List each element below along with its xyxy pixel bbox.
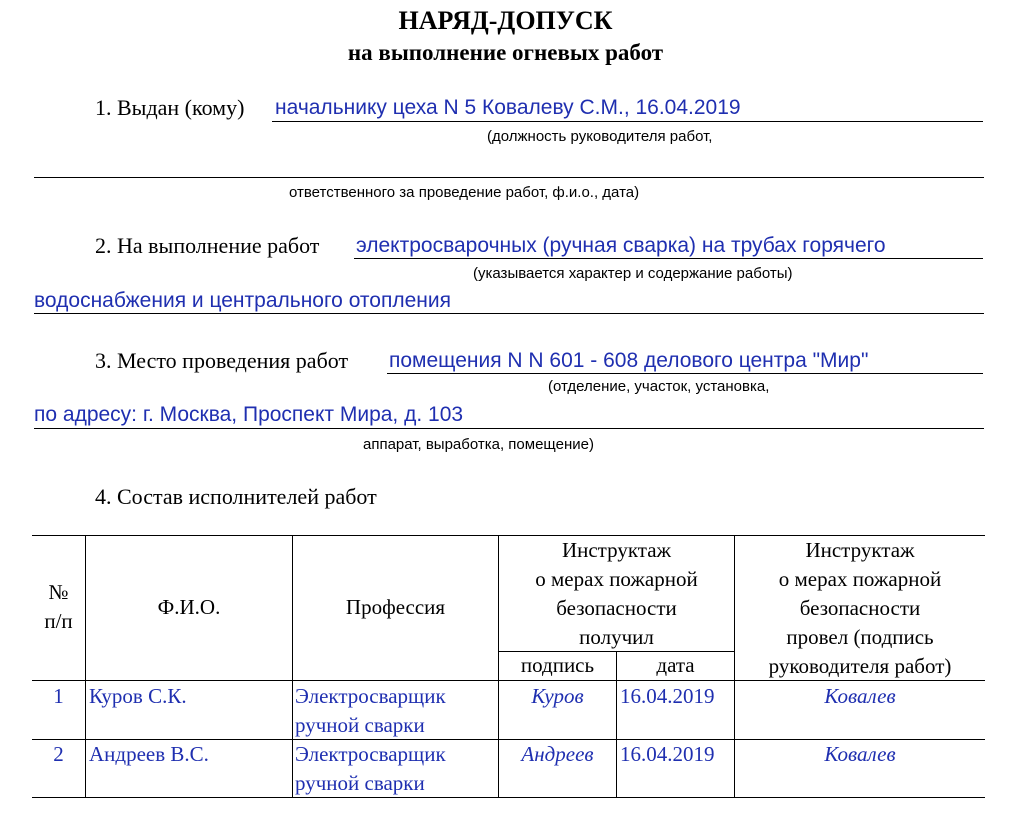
- row2-profession: Электросварщик ручной сварки: [295, 742, 446, 795]
- header-signature: подпись: [520, 653, 595, 677]
- header-num: № п/п: [44, 580, 73, 633]
- row1-date: 16.04.2019: [620, 684, 715, 708]
- item3-value1: помещения N N 601 - 608 делового центра "Мир": [389, 349, 869, 372]
- header-fio: Ф.И.О.: [157, 595, 221, 619]
- item3-hint2: аппарат, выработка, помещение): [363, 436, 594, 453]
- item3-label: 3. Место проведения работ: [95, 348, 349, 373]
- row1-conducted: Ковалев: [824, 684, 896, 708]
- item2-underline2: [34, 313, 984, 314]
- item2-value2: водоснабжения и центрального отопления: [34, 289, 451, 312]
- item2-label: 2. На выполнение работ: [95, 233, 320, 258]
- row2-signature: Андреев: [521, 742, 594, 766]
- item4-label: 4. Состав исполнителей работ: [95, 484, 377, 509]
- item3-hint1: (отделение, участок, установка,: [548, 378, 770, 395]
- header-date: дата: [656, 653, 695, 677]
- item1-hint1: (должность руководителя работ,: [487, 128, 713, 145]
- header-profession: Профессия: [345, 595, 446, 619]
- table-bottom-border: [32, 797, 985, 798]
- item3-value2: по адресу: г. Москва, Проспект Мира, д. 103: [34, 403, 464, 426]
- document-subtitle: на выполнение огневых работ: [347, 40, 664, 65]
- table-col-border: [292, 535, 293, 797]
- row1-signature: Куров: [531, 684, 584, 708]
- item3-underline1: [387, 373, 983, 374]
- row1-num: 1: [53, 684, 64, 708]
- document-title: НАРЯД-ДОПУСК: [398, 6, 613, 35]
- item1-hint2: ответственного за проведение работ, ф.и.о., дата): [289, 184, 640, 201]
- row2-fio: Андреев В.С.: [89, 742, 209, 766]
- row2-num: 2: [53, 742, 64, 766]
- item2-hint: (указывается характер и содержание работы): [473, 265, 793, 282]
- item3-underline2: [34, 428, 984, 429]
- item1-underline: [272, 121, 983, 122]
- item2-value1: электросварочных (ручная сварка) на трубах горячего: [356, 234, 886, 257]
- item1-underline2: [34, 177, 984, 178]
- header-instruction-received: Инструктаж о мерах пожарной безопасности получил: [535, 538, 698, 649]
- row1-profession: Электросварщик ручной сварки: [295, 684, 446, 737]
- header-instruction-conducted: Инструктаж о мерах пожарной безопасности провел (подпись руководителя работ): [768, 538, 952, 678]
- table-col-border: [85, 535, 86, 797]
- row1-fio: Куров С.К.: [89, 684, 187, 708]
- row2-conducted: Ковалев: [824, 742, 896, 766]
- row2-date: 16.04.2019: [620, 742, 715, 766]
- item1-value: начальнику цеха N 5 Ковалеву С.М., 16.04.2019: [275, 96, 741, 119]
- item2-underline1: [354, 258, 983, 259]
- item1-label: 1. Выдан (кому): [95, 95, 245, 120]
